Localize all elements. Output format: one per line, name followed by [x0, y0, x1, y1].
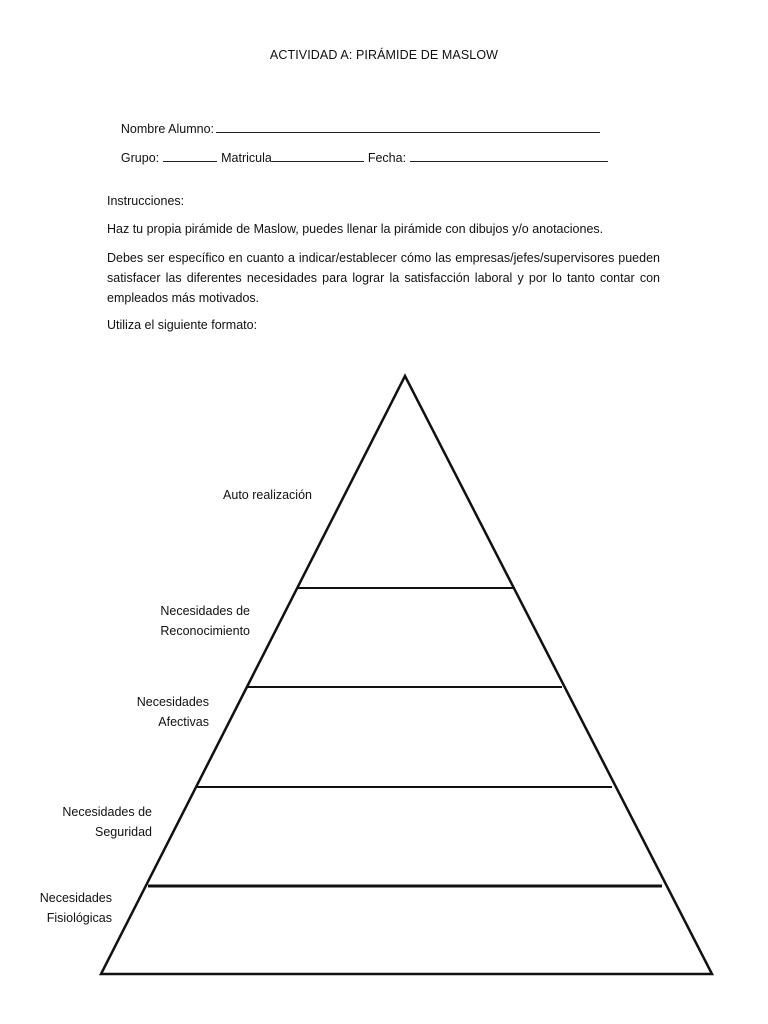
level-label-line: Necesidades: [136, 695, 209, 709]
student-name-label: Nombre Alumno:: [120, 122, 215, 136]
level-label-love: [80, 692, 209, 732]
level-label-line: Reconocimiento: [160, 624, 250, 638]
instructions-paragraph-3: Utiliza el siguiente formato:: [107, 318, 258, 332]
level-label-safety: [20, 802, 152, 842]
level-label-esteem: [120, 601, 250, 641]
instructions-paragraph-2: Debes ser específico en cuanto a indicar/establecer cómo las empresas/jefes/supervisores pueden satisfacer las diferentes necesidades para lograr la satisfacción laboral y por lo tanto contar con empleados más motivados.: [107, 251, 660, 305]
level-label-line: Necesidades de: [160, 604, 250, 618]
date-label: Fecha:: [367, 151, 407, 165]
level-label-line: Auto realización: [223, 488, 312, 502]
level-label-physiological: [10, 888, 112, 928]
page-title: ACTIVIDAD A: PIRÁMIDE DE MASLOW: [269, 48, 499, 62]
level-label-line: Afectivas: [158, 715, 209, 729]
level-label-line: Necesidades: [39, 891, 112, 905]
level-label-line: Seguridad: [95, 825, 152, 839]
pyramid-outline: [101, 376, 712, 974]
level-label-self-actualization: [180, 485, 312, 505]
level-label-line: Fisiológicas: [46, 911, 112, 925]
group-label: Grupo:: [120, 151, 160, 165]
instructions-heading: Instrucciones:: [107, 194, 185, 208]
instructions-paragraph-1: Haz tu propia pirámide de Maslow, puedes llenar la pirámide con dibujos y/o anotaciones.: [107, 222, 604, 236]
level-label-line: Necesidades de: [62, 805, 152, 819]
matricula-label: Matricula: [221, 151, 272, 165]
